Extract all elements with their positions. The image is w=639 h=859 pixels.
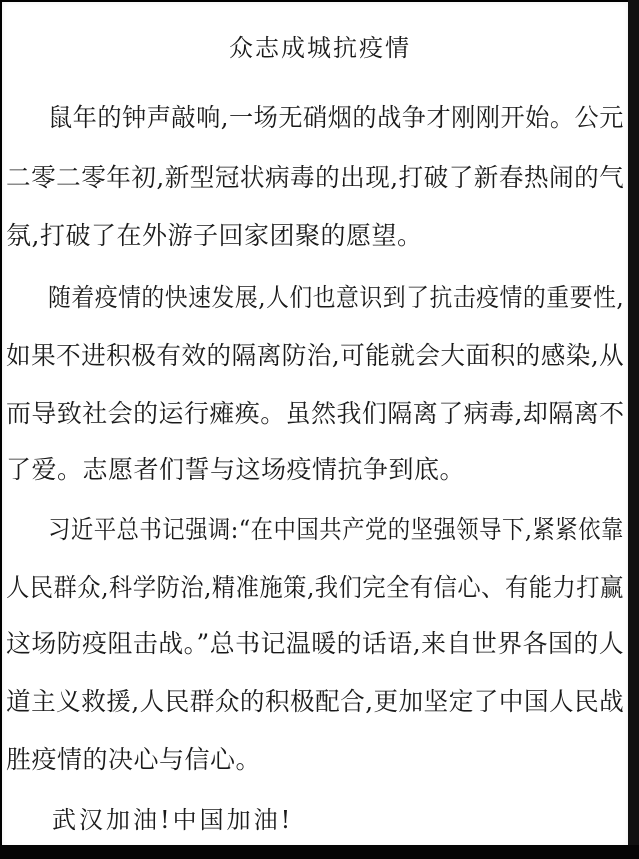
essay-line-2: 二零二零年初,新型冠状病毒的出现,打破了新春热闹的气: [6, 163, 625, 192]
essay-line-10: 这场防疫阻击战。”总书记温暖的话语,来自世界各国的人: [6, 629, 625, 658]
essay-line-7: 了爱。志愿者们誓与这场疫情抗争到底。: [6, 455, 466, 484]
essay-line-5: 如果不进积极有效的隔离防治,可能就会大面积的感染,从: [6, 341, 625, 370]
essay-line-6: 而导致社会的运行瘫痪。虽然我们隔离了病毒,却隔离不: [6, 399, 625, 428]
essay-line-4: 随着疫情的快速发展,人们也意识到了抗击疫情的重要性,: [48, 283, 625, 312]
essay-line-11: 道主义救援,人民群众的积极配合,更加坚定了中国人民战: [6, 687, 625, 716]
essay-line-1: 鼠年的钟声敲响,一场无硝烟的战争才刚刚开始。公元: [48, 103, 624, 132]
essay-line-13: 武汉加油!中国加油!: [52, 806, 294, 834]
essay-line-8: 习近平总书记强调:“在中国共产党的坚强领导下,紧紧依靠: [48, 515, 624, 544]
handwritten-essay-page: [2, 2, 628, 847]
scan-border-bottom: [0, 845, 639, 859]
scan-border-right: [628, 0, 639, 859]
essay-line-3: 氛,打破了在外游子回家团聚的愿望。: [6, 221, 423, 250]
essay-line-9: 人民群众,科学防治,精准施策,我们完全有信心、有能力打赢: [6, 573, 624, 602]
essay-line-12: 胜疫情的决心与信心。: [6, 745, 262, 774]
essay-title: 众志成城抗疫情: [229, 34, 411, 62]
